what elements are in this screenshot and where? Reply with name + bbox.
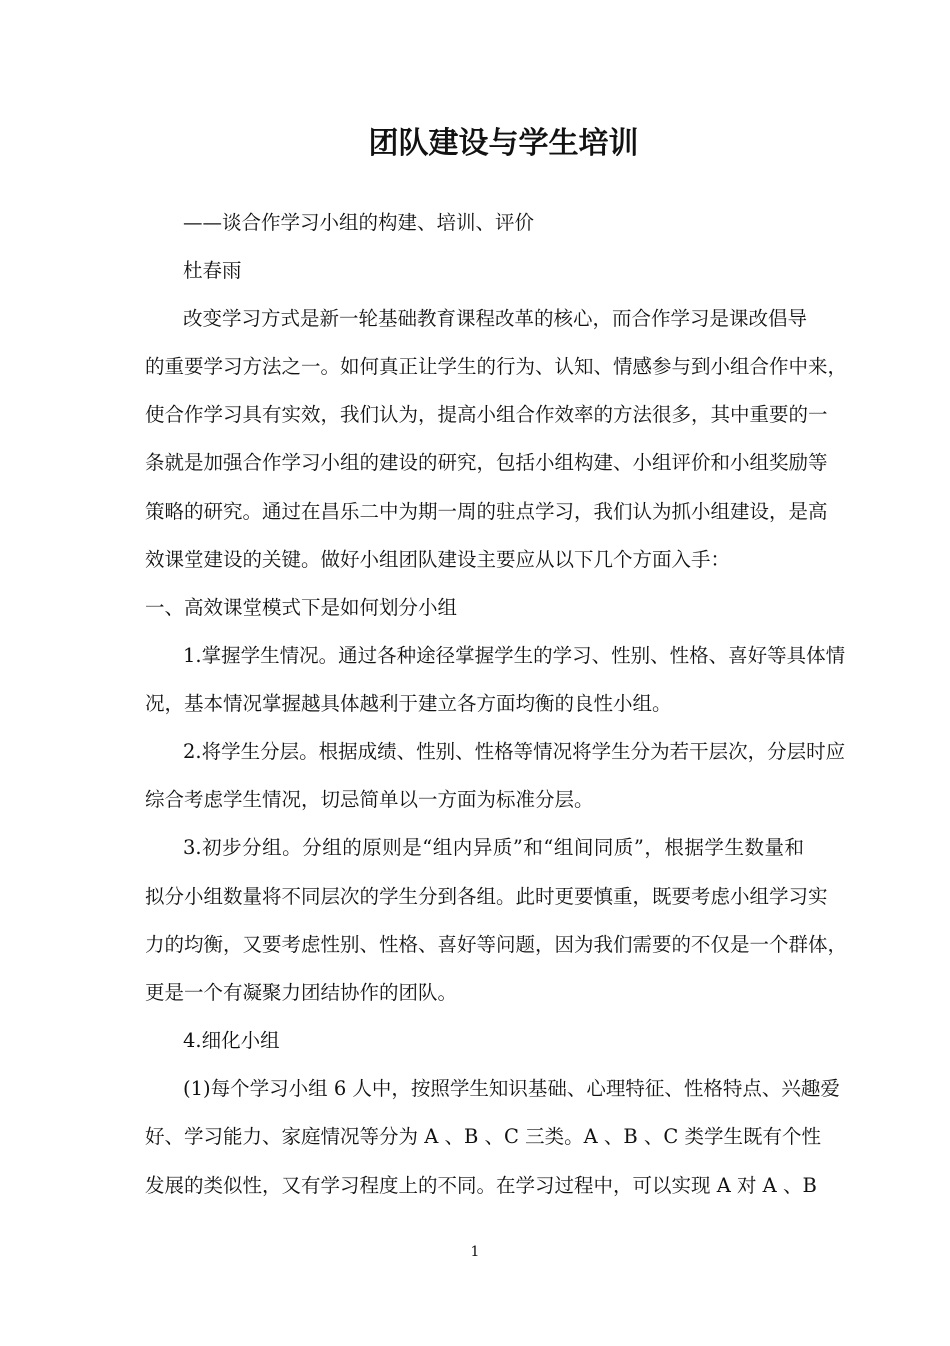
paragraph-line: 3.初步分组。分组的原则是“组内异质”和“组间同质”，根据学生数量和 <box>183 836 804 859</box>
paragraph-line: 力的均衡，又要考虑性别、性格、喜好等问题，因为我们需要的不仅是一个群体， <box>145 933 848 956</box>
paragraph-line: 2.将学生分层。根据成绩、性别、性格等情况将学生分为若干层次，分层时应 <box>183 740 846 763</box>
paragraph-line: 1.掌握学生情况。通过各种途径掌握学生的学习、性别、性格、喜好等具体情 <box>183 644 846 667</box>
paragraph-line: 发展的类似性，又有学习程度上的不同。在学习过程中，可以实现 A 对 A 、B <box>145 1174 817 1197</box>
section-heading: 一、高效课堂模式下是如何划分小组 <box>145 596 458 619</box>
paragraph-line: 条就是加强合作学习小组的建设的研究，包括小组构建、小组评价和小组奖励等 <box>145 451 828 474</box>
paragraph-line: 拟分小组数量将不同层次的学生分到各组。此时更要慎重，既要考虑小组学习实 <box>145 885 828 908</box>
paragraph-line: 的重要学习方法之一。如何真正让学生的行为、认知、情感参与到小组合作中来， <box>145 355 848 378</box>
paragraph-line: 效课堂建设的关键。做好小组团队建设主要应从以下几个方面入手： <box>145 548 731 571</box>
paragraph-line: (1)每个学习小组 6 人中，按照学生知识基础、心理特征、性格特点、兴趣爱 <box>183 1077 840 1100</box>
paragraph-line: 使合作学习具有实效，我们认为，提高小组合作效率的方法很多，其中重要的一 <box>145 403 828 426</box>
document-subtitle: ——谈合作学习小组的构建、培训、评价 <box>183 211 535 234</box>
page-number: 1 <box>470 1244 480 1260</box>
paragraph-line: 况，基本情况掌握越具体越利于建立各方面均衡的良性小组。 <box>145 692 672 715</box>
document-author: 杜春雨 <box>183 259 242 282</box>
paragraph-line: 好、学习能力、家庭情况等分为 A 、B 、C 三类。A 、B 、C 类学生既有个性 <box>145 1125 822 1148</box>
paragraph-line: 综合考虑学生情况，切忌简单以一方面为标准分层。 <box>145 788 594 811</box>
paragraph-line: 4.细化小组 <box>183 1029 280 1052</box>
document-title: 团队建设与学生培训 <box>368 126 639 161</box>
paragraph-line: 改变学习方式是新一轮基础教育课程改革的核心，而合作学习是课改倡导 <box>183 307 808 330</box>
paragraph-line: 更是一个有凝聚力团结协作的团队。 <box>145 981 458 1004</box>
paragraph-line: 策略的研究。通过在昌乐二中为期一周的驻点学习，我们认为抓小组建设，是高 <box>145 500 828 523</box>
